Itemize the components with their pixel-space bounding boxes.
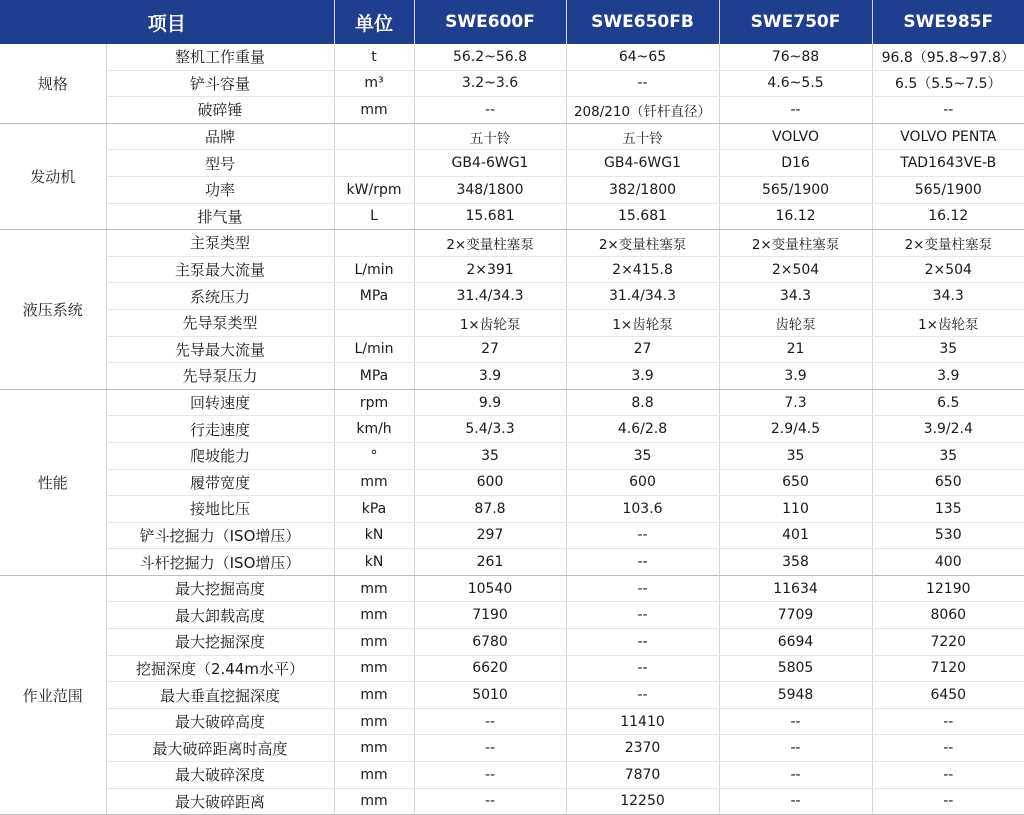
row-value-model-2: 五十铃 bbox=[566, 123, 719, 150]
row-item-label: 铲斗挖掘力（ISO增压） bbox=[106, 522, 334, 549]
row-value-model-4: 6450 bbox=[872, 682, 1024, 709]
row-item-label: 功率 bbox=[106, 176, 334, 203]
row-value-model-2: 4.6/2.8 bbox=[566, 416, 719, 443]
row-unit: ° bbox=[334, 442, 414, 469]
table-row bbox=[0, 442, 1024, 469]
row-value-model-2: 382/1800 bbox=[566, 176, 719, 203]
row-value-model-1: 35 bbox=[414, 442, 566, 469]
row-value-model-1: 31.4/34.3 bbox=[414, 283, 566, 310]
row-item-label: 系统压力 bbox=[106, 283, 334, 310]
row-value-model-4: 6.5 bbox=[872, 389, 1024, 416]
table-row bbox=[0, 44, 1024, 70]
row-item-label: 斗杆挖掘力（ISO增压） bbox=[106, 549, 334, 576]
row-value-model-2: 2×415.8 bbox=[566, 256, 719, 283]
row-value-model-4: 2×变量柱塞泵 bbox=[872, 230, 1024, 257]
row-value-model-2: 11410 bbox=[566, 708, 719, 735]
row-unit: kPa bbox=[334, 496, 414, 523]
row-value-model-3: 76~88 bbox=[719, 44, 872, 70]
row-value-model-2: -- bbox=[566, 522, 719, 549]
row-value-model-2: 12250 bbox=[566, 788, 719, 815]
row-value-model-1: 261 bbox=[414, 549, 566, 576]
row-unit: mm bbox=[334, 575, 414, 602]
group-label: 性能 bbox=[0, 389, 106, 575]
row-item-label: 品牌 bbox=[106, 123, 334, 150]
table-row bbox=[0, 575, 1024, 602]
row-value-model-3: VOLVO bbox=[719, 123, 872, 150]
row-unit: mm bbox=[334, 602, 414, 629]
row-value-model-4: VOLVO PENTA bbox=[872, 123, 1024, 150]
row-unit: mm bbox=[334, 629, 414, 656]
row-item-label: 最大破碎深度 bbox=[106, 762, 334, 789]
row-value-model-2: 64~65 bbox=[566, 44, 719, 70]
row-item-label: 最大垂直挖掘深度 bbox=[106, 682, 334, 709]
row-value-model-2: 7870 bbox=[566, 762, 719, 789]
row-value-model-4: 6.5（5.5~7.5） bbox=[872, 70, 1024, 97]
row-value-model-2: GB4-6WG1 bbox=[566, 150, 719, 177]
header-model-3: SWE750F bbox=[719, 0, 872, 44]
row-item-label: 行走速度 bbox=[106, 416, 334, 443]
row-value-model-3: 6694 bbox=[719, 629, 872, 656]
row-value-model-3: 35 bbox=[719, 442, 872, 469]
table-row bbox=[0, 283, 1024, 310]
row-value-model-4: 135 bbox=[872, 496, 1024, 523]
row-value-model-1: -- bbox=[414, 97, 566, 124]
table-row bbox=[0, 150, 1024, 177]
row-value-model-3: -- bbox=[719, 97, 872, 124]
row-value-model-3: 7709 bbox=[719, 602, 872, 629]
table-row bbox=[0, 256, 1024, 283]
row-value-model-1: 15.681 bbox=[414, 203, 566, 230]
row-unit: mm bbox=[334, 469, 414, 496]
row-value-model-4: 530 bbox=[872, 522, 1024, 549]
table-row bbox=[0, 549, 1024, 576]
row-item-label: 最大卸载高度 bbox=[106, 602, 334, 629]
row-value-model-4: -- bbox=[872, 788, 1024, 815]
row-value-model-3: -- bbox=[719, 788, 872, 815]
row-value-model-3: 7.3 bbox=[719, 389, 872, 416]
table-row bbox=[0, 123, 1024, 150]
row-item-label: 爬坡能力 bbox=[106, 442, 334, 469]
table-row bbox=[0, 97, 1024, 124]
row-item-label: 最大破碎距离时高度 bbox=[106, 735, 334, 762]
row-item-label: 主泵类型 bbox=[106, 230, 334, 257]
row-value-model-3: 齿轮泵 bbox=[719, 309, 872, 336]
row-unit: mm bbox=[334, 655, 414, 682]
row-value-model-1: 7190 bbox=[414, 602, 566, 629]
row-item-label: 最大破碎距离 bbox=[106, 788, 334, 815]
table-row bbox=[0, 629, 1024, 656]
row-value-model-1: GB4-6WG1 bbox=[414, 150, 566, 177]
row-value-model-1: 9.9 bbox=[414, 389, 566, 416]
row-item-label: 挖掘深度（2.44m水平） bbox=[106, 655, 334, 682]
table-row bbox=[0, 230, 1024, 257]
row-value-model-3: -- bbox=[719, 708, 872, 735]
header-model-1: SWE600F bbox=[414, 0, 566, 44]
row-item-label: 破碎锤 bbox=[106, 97, 334, 124]
row-value-model-3: 21 bbox=[719, 336, 872, 363]
table-row bbox=[0, 363, 1024, 390]
row-value-model-2: 103.6 bbox=[566, 496, 719, 523]
row-unit: L bbox=[334, 203, 414, 230]
row-unit: L/min bbox=[334, 256, 414, 283]
row-unit bbox=[334, 309, 414, 336]
table-row bbox=[0, 70, 1024, 97]
row-value-model-1: 6620 bbox=[414, 655, 566, 682]
row-value-model-4: 34.3 bbox=[872, 283, 1024, 310]
table-row bbox=[0, 522, 1024, 549]
table-row bbox=[0, 176, 1024, 203]
row-value-model-4: 7220 bbox=[872, 629, 1024, 656]
group-label: 作业范围 bbox=[0, 575, 106, 814]
row-value-model-4: 3.9 bbox=[872, 363, 1024, 390]
row-value-model-3: 2×504 bbox=[719, 256, 872, 283]
row-item-label: 履带宽度 bbox=[106, 469, 334, 496]
row-unit: MPa bbox=[334, 283, 414, 310]
row-value-model-3: 34.3 bbox=[719, 283, 872, 310]
row-unit: MPa bbox=[334, 363, 414, 390]
row-value-model-3: 4.6~5.5 bbox=[719, 70, 872, 97]
row-value-model-2: 8.8 bbox=[566, 389, 719, 416]
row-value-model-3: 3.9 bbox=[719, 363, 872, 390]
header-item: 项目 bbox=[0, 0, 334, 44]
row-value-model-4: -- bbox=[872, 735, 1024, 762]
row-value-model-1: 297 bbox=[414, 522, 566, 549]
row-item-label: 排气量 bbox=[106, 203, 334, 230]
row-value-model-4: 8060 bbox=[872, 602, 1024, 629]
table-row bbox=[0, 469, 1024, 496]
row-item-label: 先导泵类型 bbox=[106, 309, 334, 336]
row-unit bbox=[334, 150, 414, 177]
row-value-model-3: 2.9/4.5 bbox=[719, 416, 872, 443]
row-value-model-1: -- bbox=[414, 708, 566, 735]
table-row bbox=[0, 309, 1024, 336]
table-row bbox=[0, 788, 1024, 815]
header-row bbox=[0, 0, 1024, 44]
row-unit: t bbox=[334, 44, 414, 70]
row-value-model-1: 27 bbox=[414, 336, 566, 363]
row-value-model-3: 358 bbox=[719, 549, 872, 576]
row-value-model-4: 1×齿轮泵 bbox=[872, 309, 1024, 336]
row-value-model-4: -- bbox=[872, 708, 1024, 735]
row-item-label: 整机工作重量 bbox=[106, 44, 334, 70]
row-item-label: 铲斗容量 bbox=[106, 70, 334, 97]
row-value-model-1: 3.2~3.6 bbox=[414, 70, 566, 97]
row-value-model-4: -- bbox=[872, 97, 1024, 124]
row-unit: kN bbox=[334, 522, 414, 549]
row-value-model-2: 35 bbox=[566, 442, 719, 469]
row-value-model-2: -- bbox=[566, 682, 719, 709]
row-value-model-2: -- bbox=[566, 575, 719, 602]
row-value-model-3: 16.12 bbox=[719, 203, 872, 230]
row-value-model-2: 2×变量柱塞泵 bbox=[566, 230, 719, 257]
row-value-model-1: -- bbox=[414, 788, 566, 815]
row-value-model-1: 56.2~56.8 bbox=[414, 44, 566, 70]
row-value-model-3: 5805 bbox=[719, 655, 872, 682]
row-value-model-1: 10540 bbox=[414, 575, 566, 602]
row-unit: kN bbox=[334, 549, 414, 576]
row-value-model-3: 2×变量柱塞泵 bbox=[719, 230, 872, 257]
table-row bbox=[0, 735, 1024, 762]
row-value-model-4: 3.9/2.4 bbox=[872, 416, 1024, 443]
table-row bbox=[0, 602, 1024, 629]
row-value-model-4: 35 bbox=[872, 442, 1024, 469]
row-value-model-4: -- bbox=[872, 762, 1024, 789]
group-label: 液压系统 bbox=[0, 230, 106, 390]
row-value-model-1: 5010 bbox=[414, 682, 566, 709]
row-value-model-1: 348/1800 bbox=[414, 176, 566, 203]
table-header bbox=[0, 0, 1024, 44]
row-value-model-1: 五十铃 bbox=[414, 123, 566, 150]
table-row bbox=[0, 762, 1024, 789]
row-value-model-4: 400 bbox=[872, 549, 1024, 576]
row-value-model-3: 650 bbox=[719, 469, 872, 496]
row-unit: mm bbox=[334, 735, 414, 762]
row-unit: m³ bbox=[334, 70, 414, 97]
table-row bbox=[0, 682, 1024, 709]
table-row bbox=[0, 416, 1024, 443]
row-unit: km/h bbox=[334, 416, 414, 443]
row-item-label: 先导泵压力 bbox=[106, 363, 334, 390]
row-value-model-3: 565/1900 bbox=[719, 176, 872, 203]
row-value-model-2: -- bbox=[566, 655, 719, 682]
row-value-model-3: 11634 bbox=[719, 575, 872, 602]
row-value-model-1: 600 bbox=[414, 469, 566, 496]
row-value-model-4: 35 bbox=[872, 336, 1024, 363]
row-item-label: 先导最大流量 bbox=[106, 336, 334, 363]
table-row bbox=[0, 203, 1024, 230]
row-value-model-2: 2370 bbox=[566, 735, 719, 762]
table-row bbox=[0, 389, 1024, 416]
row-value-model-3: D16 bbox=[719, 150, 872, 177]
row-value-model-2: -- bbox=[566, 549, 719, 576]
row-value-model-3: -- bbox=[719, 735, 872, 762]
row-value-model-3: -- bbox=[719, 762, 872, 789]
row-unit: mm bbox=[334, 788, 414, 815]
row-unit: mm bbox=[334, 762, 414, 789]
row-item-label: 最大破碎高度 bbox=[106, 708, 334, 735]
header-unit: 单位 bbox=[334, 0, 414, 44]
row-value-model-1: 2×变量柱塞泵 bbox=[414, 230, 566, 257]
row-value-model-1: -- bbox=[414, 762, 566, 789]
row-value-model-3: 110 bbox=[719, 496, 872, 523]
row-unit bbox=[334, 123, 414, 150]
row-item-label: 最大挖掘深度 bbox=[106, 629, 334, 656]
row-unit: rpm bbox=[334, 389, 414, 416]
row-value-model-1: 6780 bbox=[414, 629, 566, 656]
row-unit bbox=[334, 230, 414, 257]
table-row bbox=[0, 708, 1024, 735]
table-row bbox=[0, 336, 1024, 363]
row-value-model-4: 7120 bbox=[872, 655, 1024, 682]
row-value-model-3: 401 bbox=[719, 522, 872, 549]
header-model-2: SWE650FB bbox=[566, 0, 719, 44]
row-item-label: 主泵最大流量 bbox=[106, 256, 334, 283]
row-value-model-2: -- bbox=[566, 629, 719, 656]
row-value-model-2: 600 bbox=[566, 469, 719, 496]
row-value-model-2: 1×齿轮泵 bbox=[566, 309, 719, 336]
row-value-model-4: 650 bbox=[872, 469, 1024, 496]
row-value-model-2: -- bbox=[566, 70, 719, 97]
table-row bbox=[0, 496, 1024, 523]
row-value-model-4: 16.12 bbox=[872, 203, 1024, 230]
row-value-model-2: 208/210（钎杆直径） bbox=[566, 97, 719, 124]
row-value-model-1: 5.4/3.3 bbox=[414, 416, 566, 443]
row-value-model-1: -- bbox=[414, 735, 566, 762]
group-label: 发动机 bbox=[0, 123, 106, 229]
table-body bbox=[0, 44, 1024, 815]
row-item-label: 最大挖掘高度 bbox=[106, 575, 334, 602]
row-unit: mm bbox=[334, 708, 414, 735]
row-value-model-2: 27 bbox=[566, 336, 719, 363]
row-value-model-2: -- bbox=[566, 602, 719, 629]
row-unit: L/min bbox=[334, 336, 414, 363]
row-value-model-4: TAD1643VE-B bbox=[872, 150, 1024, 177]
row-value-model-3: 5948 bbox=[719, 682, 872, 709]
row-value-model-1: 2×391 bbox=[414, 256, 566, 283]
header-model-4: SWE985F bbox=[872, 0, 1024, 44]
row-item-label: 型号 bbox=[106, 150, 334, 177]
row-value-model-4: 565/1900 bbox=[872, 176, 1024, 203]
row-value-model-4: 12190 bbox=[872, 575, 1024, 602]
row-value-model-1: 87.8 bbox=[414, 496, 566, 523]
row-value-model-2: 31.4/34.3 bbox=[566, 283, 719, 310]
row-unit: mm bbox=[334, 682, 414, 709]
row-value-model-1: 1×齿轮泵 bbox=[414, 309, 566, 336]
row-unit: kW/rpm bbox=[334, 176, 414, 203]
row-item-label: 回转速度 bbox=[106, 389, 334, 416]
row-value-model-1: 3.9 bbox=[414, 363, 566, 390]
table-row bbox=[0, 655, 1024, 682]
row-value-model-4: 96.8（95.8~97.8） bbox=[872, 44, 1024, 70]
row-value-model-2: 3.9 bbox=[566, 363, 719, 390]
row-unit: mm bbox=[334, 97, 414, 124]
group-label: 规格 bbox=[0, 44, 106, 123]
row-item-label: 接地比压 bbox=[106, 496, 334, 523]
row-value-model-4: 2×504 bbox=[872, 256, 1024, 283]
row-value-model-2: 15.681 bbox=[566, 203, 719, 230]
